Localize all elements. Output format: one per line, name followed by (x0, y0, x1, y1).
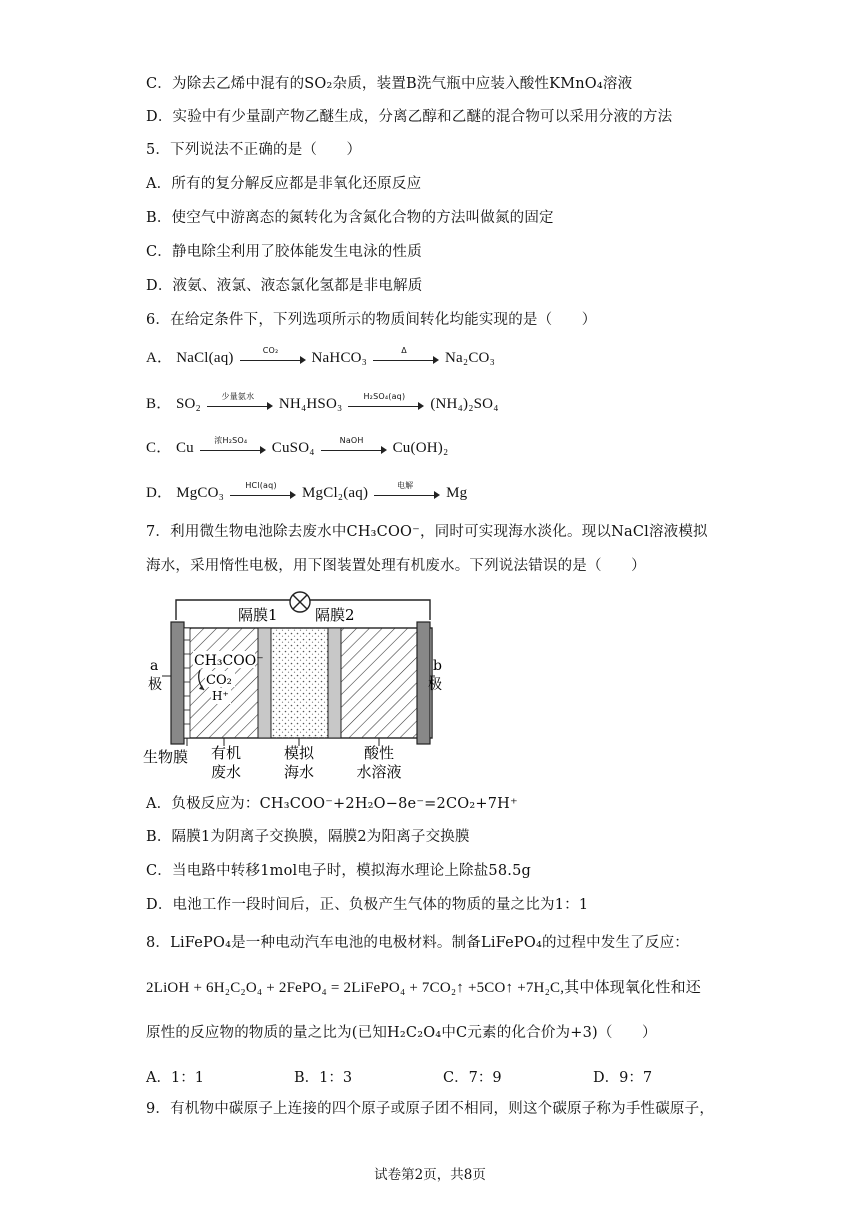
biofilm (184, 628, 190, 738)
question-5-option-d: D．液氨、液氯、液态氯化氢都是非电解质 (146, 278, 423, 294)
question-9-stem: 9．有机物中碳原子上连接的四个原子或原子团不相同，则这个碳原子称为手性碳原子， (146, 1101, 715, 1117)
question-5-option-c: C．静电除尘利用了胶体能发生电泳的性质 (146, 244, 422, 260)
choice-c: C．7：9 (443, 1070, 502, 1086)
species: Cu (175, 440, 194, 456)
question-7-option-b: B．隔膜1为阴离子交换膜，隔膜2为阳离子交换膜 (146, 829, 470, 845)
electrode-b-label: b (433, 658, 442, 674)
membrane-2 (328, 628, 341, 738)
species: MgCl₂(aq) (302, 485, 369, 501)
question-7-stem-line2: 海水，采用惰性电极，用下图装置处理有机废水。下列说法错误的是（ ） (146, 558, 646, 574)
reaction-arrow: NaOH (321, 442, 387, 456)
reaction-arrow: 电解 (374, 487, 440, 501)
page-footer: 试卷第2页，共8页 (374, 1167, 486, 1183)
seawater-chamber (271, 628, 328, 738)
species: (NH₄)₂SO₄ (430, 396, 499, 412)
seawater-label-1: 模拟 (283, 744, 315, 762)
species: Cu(OH)₂ (392, 440, 449, 456)
species: NaCl(aq) (176, 350, 234, 366)
acid-label-2: 水溶液 (356, 763, 402, 781)
question-7-stem-line1: 7．利用微生物电池除去废水中CH₃COO⁻，同时可实现海水淡化。现以NaCl溶液模拟 (146, 524, 708, 540)
species: Mg (446, 485, 468, 501)
reaction-arrow: H₂SO₄(aq) (348, 398, 424, 412)
reaction-arrow: 少量氨水 (207, 398, 273, 412)
question-6-option-c: C． Cu 浓H₂SO₄ CuSO₄ NaOH Cu(OH)₂ (146, 435, 449, 456)
svg-text:极: 极 (428, 677, 442, 693)
membrane-1 (258, 628, 271, 738)
membrane-1-label: 隔膜1 (238, 606, 278, 624)
electrode-a-label: a (150, 658, 159, 674)
species: MgCO₃ (176, 485, 225, 501)
species: CuSO₄ (271, 440, 315, 456)
question-6-option-a: A． NaCl(aq) CO₂ NaHCO₃ Δ Na₂CO₃ (146, 345, 496, 366)
choice-d: D．9：7 (593, 1070, 653, 1086)
question-6-stem: 6．在给定条件下，下列选项所示的物质间转化均能实现的是（ ） (146, 312, 597, 328)
biofilm-label: 生物膜 (143, 748, 189, 766)
ch3coo-label: CH₃COO⁻ (194, 653, 264, 669)
species: Na₂CO₃ (445, 350, 496, 366)
choice-a: A．1：1 (146, 1070, 204, 1086)
question-7-option-a: A．负极反应为：CH₃COO⁻+2H₂O−8e⁻=2CO₂+7H⁺ (146, 796, 518, 812)
question-7-option-d: D．电池工作一段时间后，正、负极产生气体的物质的量之比为1：1 (146, 897, 589, 913)
reaction-arrow: Δ (373, 352, 439, 366)
choice-b: B．1：3 (294, 1070, 353, 1086)
question-7-option-c: C．当电路中转移1mol电子时，模拟海水理论上除盐58.5g (146, 863, 532, 879)
microbial-cell-diagram (140, 590, 440, 785)
question-8-stem-line3: 原性的反应物的物质的量之比为(已知H₂C₂O₄中C元素的化合价为+3)（ ） (146, 1025, 657, 1041)
question-8-stem-line2: 其中体现氧化性和还 (564, 980, 701, 996)
reaction-arrow: CO₂ (240, 352, 306, 366)
organic-label-2: 废水 (210, 763, 242, 781)
reaction-arrow: HCl(aq) (230, 487, 296, 501)
electrode-a (171, 622, 184, 744)
option-c-text: C．为除去乙烯中混有的SO₂杂质，装置B洗气瓶中应装入酸性KMnO₄溶液 (146, 76, 633, 92)
co2-label: CO₂ (206, 673, 232, 688)
question-5-stem: 5．下列说法不正确的是（ ） (146, 142, 362, 158)
h-plus-label: H⁺ (212, 689, 229, 703)
acid-label-1: 酸性 (363, 744, 395, 762)
reaction-equation: 2LiOH + 6H₂C₂O₄ + 2FePO₄ = 2LiFePO₄ + 7CO₂↑ +5CO↑ +7H₂C, (146, 980, 565, 996)
membrane-2-label: 隔膜2 (315, 606, 355, 624)
species: NH₄HSO₃ (278, 396, 343, 412)
question-6-option-d: D． MgCO₃ HCl(aq) MgCl₂(aq) 电解 Mg (146, 480, 468, 501)
organic-label-1: 有机 (210, 744, 242, 762)
svg-text:极: 极 (148, 677, 162, 693)
reaction-arrow: 浓H₂SO₄ (200, 442, 266, 456)
question-5-option-b: B．使空气中游离态的氮转化为含氮化合物的方法叫做氮的固定 (146, 210, 554, 226)
species: NaHCO₃ (311, 350, 368, 366)
question-5-option-a: A．所有的复分解反应都是非氧化还原反应 (146, 176, 422, 192)
acidic-solution-chamber (341, 628, 417, 738)
question-8-stem-line1: 8．LiFePO₄是一种电动汽车电池的电极材料。制备LiFePO₄的过程中发生了反应： (146, 935, 689, 951)
species: SO₂ (175, 396, 201, 412)
question-8-equation-line (146, 978, 701, 998)
seawater-label-2: 海水 (283, 763, 315, 781)
question-6-option-b: B． SO₂ 少量氨水 NH₄HSO₃ H₂SO₄(aq) (NH₄)₂SO₄ (146, 391, 499, 412)
option-d-text: D．实验中有少量副产物乙醚生成，分离乙醇和乙醚的混合物可以采用分液的方法 (146, 109, 673, 125)
